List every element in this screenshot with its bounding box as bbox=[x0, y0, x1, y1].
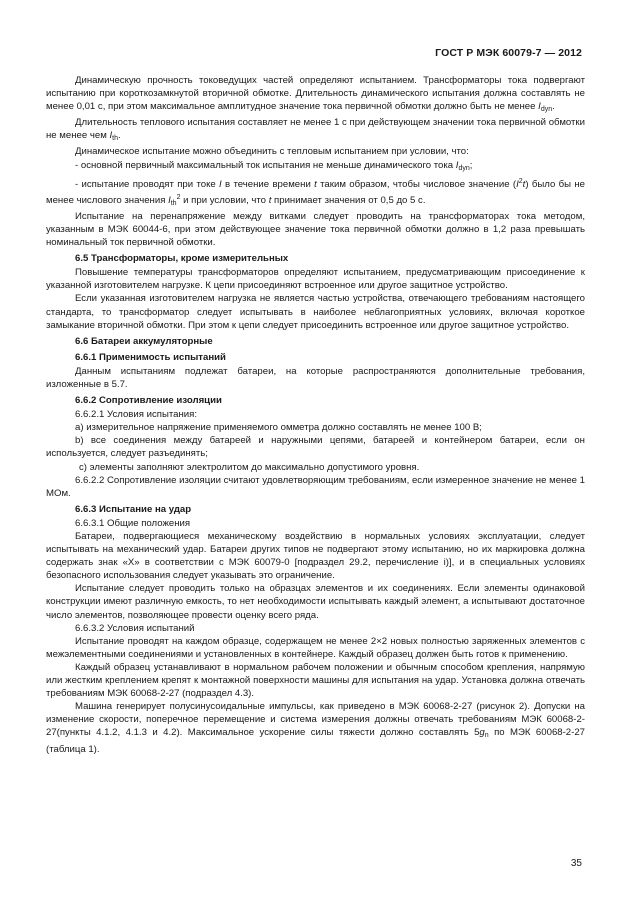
symbol: t bbox=[522, 178, 526, 190]
section-heading: 6.6.2 Сопротивление изоляции bbox=[75, 395, 222, 407]
paragraph bbox=[46, 159, 585, 175]
subscript: dyn bbox=[540, 106, 553, 114]
text: . bbox=[552, 101, 555, 113]
document-body bbox=[46, 74, 585, 756]
text: и при условии, что bbox=[180, 194, 269, 206]
text: ) было бы не менее числового значения bbox=[46, 178, 585, 206]
page-number: 35 bbox=[570, 858, 582, 869]
paragraph: Испытание на перенапряжение между витками следует проводить на трансформаторах тока методом, указанным в МЭК 60044-6, при этом действующее значение тока первичной обмотки должно в 1,2 раза превышать номинальный ток первичной обмотки. bbox=[46, 210, 585, 249]
paragraph: Батареи, подвергающиеся механическому воздействию в нормальных условиях эксплуатации, следует испытывать на механический удар. Батареи других типов не подвергают этому испытанию, но их маркировка должна содержать знак «X» в соответствии с МЭК 60079-0 [подраздел 29.2, перечисление i)], и в специальных условиях безопасного использования следует указывать это ограничение. bbox=[46, 531, 585, 582]
paragraph: Если указанная изготовителем нагрузка не является частью устройства, отвечающего требованиям настоящего стандарта, то трансформатор следует испытывать в наиболее неблагоприятных условиях, включая короткое замыкание вторичной обмотки. При этом к цепи следует присоединить встроенное или другое защитное устройство. bbox=[46, 293, 585, 331]
paragraph: 6.6.3.2 Условия испытаний bbox=[75, 622, 195, 634]
subscript: th bbox=[112, 135, 118, 143]
subscript: th bbox=[170, 199, 177, 207]
text: в течение времени bbox=[221, 178, 315, 190]
list-item: c) элементы заполняют электролитом до максимально допустимого уровня. bbox=[79, 461, 420, 473]
text: - испытание проводят при токе bbox=[75, 178, 220, 190]
paragraph: Динамическое испытание можно объединить с тепловым испытанием при условии, что: bbox=[75, 146, 469, 158]
paragraph bbox=[46, 175, 585, 210]
text: - основной первичный максимальный ток испытания не меньше динамического тока bbox=[75, 159, 456, 171]
text: . bbox=[117, 130, 121, 142]
text: Длительность теплового испытания составляет не менее 1 с при действующем значении тока первичной обмотки не менее чем bbox=[46, 117, 585, 142]
paragraph: Повышение температуры трансформаторов определяют испытанием, предусматривающим присоединение к указанной изготовителем нагрузке. К цепи присоединяют встроенное или другое защитное устройство. bbox=[46, 267, 585, 292]
paragraph bbox=[46, 700, 585, 755]
symbol: I bbox=[455, 159, 459, 171]
paragraph: Испытание следует проводить только на образцах элементов и их соединениях. Если элементы одинаковой конструкции имеют различную емкость, то нет необходимости испытывать каждый элемент, а испытывают достаточное число элементов, позволяющее провести оценку всего ряда. bbox=[46, 583, 585, 621]
section-heading: 6.6.3 Испытание на удар bbox=[75, 503, 192, 515]
paragraph: Данным испытаниям подлежат батареи, на которые распространяются дополнительные требования, изложенные в 5.7. bbox=[46, 365, 585, 390]
text: Машина генерирует полусинусоидальные импульсы, как приведено в МЭК 60068-2-27 (рисунок 2). Допуски на изменение скорости, поперечное перемещение и система измерения должны отвечать требованиям МЭК 60068-2-27(пункты 4.1.2, 4.1.3 и 4.2). Максимальное ускорение силы тяжести должно составлять 5 bbox=[46, 701, 585, 739]
symbol: g bbox=[479, 727, 485, 739]
paragraph: 6.6.2.1 Условия испытания: bbox=[75, 409, 197, 421]
symbol: t bbox=[314, 178, 317, 190]
symbol: I bbox=[109, 130, 113, 142]
text: Динамическую прочность токоведущих частей определяют испытанием. Трансформаторы тока подвергают испытанию при короткозамкнутой вторичной обмотке. Длительность динамического испытания должна составлять не менее 0,01 с, при этом максимальное амплитудное значение тока первичной обмотки должно быть не менее bbox=[46, 75, 585, 113]
text: таким образом, чтобы числовое значение ( bbox=[316, 178, 517, 190]
paragraph: 6.6.3.1 Общие положения bbox=[75, 517, 191, 529]
superscript: 2 bbox=[518, 177, 523, 185]
paragraph: Каждый образец устанавливают в нормальном рабочем положении и обычным способом крепления, напрямую или жестким креплением крепят к монтажной поверхности машины для испытания на удар. Установка должна отвечать требованиям МЭК 60068-2-27 (подраздел 4.3). bbox=[46, 661, 585, 700]
list-item: а) измерительное напряжение применяемого омметра должно составлять не менее 100 В; bbox=[75, 422, 482, 434]
section-heading: 6.5 Трансформаторы, кроме измерительных bbox=[75, 253, 289, 265]
section-heading: 6.6.1 Применимость испытаний bbox=[75, 351, 226, 363]
paragraph: Испытание проводят на каждом образце, содержащем не менее 2×2 новых полностью заряженных элементов с межэлементными соединениями и установленных в контейнере. Каждый образец должен быть готов к применению. bbox=[46, 635, 585, 660]
page-header: ГОСТ Р МЭК 60079-7 — 2012 bbox=[435, 47, 582, 59]
paragraph bbox=[46, 74, 585, 116]
text: принимает значения от 0,5 до 5 с. bbox=[271, 194, 426, 206]
symbol: I bbox=[538, 101, 541, 113]
subscript: dyn bbox=[458, 164, 470, 172]
symbol: I bbox=[516, 178, 519, 190]
text: по МЭК 60068-2-27 (таблица 1). bbox=[46, 727, 586, 755]
symbol: I bbox=[219, 178, 222, 190]
subscript: n bbox=[484, 732, 489, 740]
paragraph: 6.6.2.2 Сопротивление изоляции считают удовлетворяющим требованиям, если измеренное значение не менее 1 МОм. bbox=[46, 474, 586, 499]
text: ; bbox=[469, 159, 473, 171]
symbol: I bbox=[168, 194, 171, 206]
paragraph bbox=[46, 116, 585, 145]
section-heading: 6.6 Батареи аккумуляторные bbox=[75, 335, 213, 347]
list-item: b) все соединения между батареей и наружными цепями, батареей и контейнером батареи, если он используется, следует разъединять; bbox=[46, 435, 585, 460]
superscript: 2 bbox=[176, 193, 181, 201]
symbol: t bbox=[268, 194, 272, 206]
